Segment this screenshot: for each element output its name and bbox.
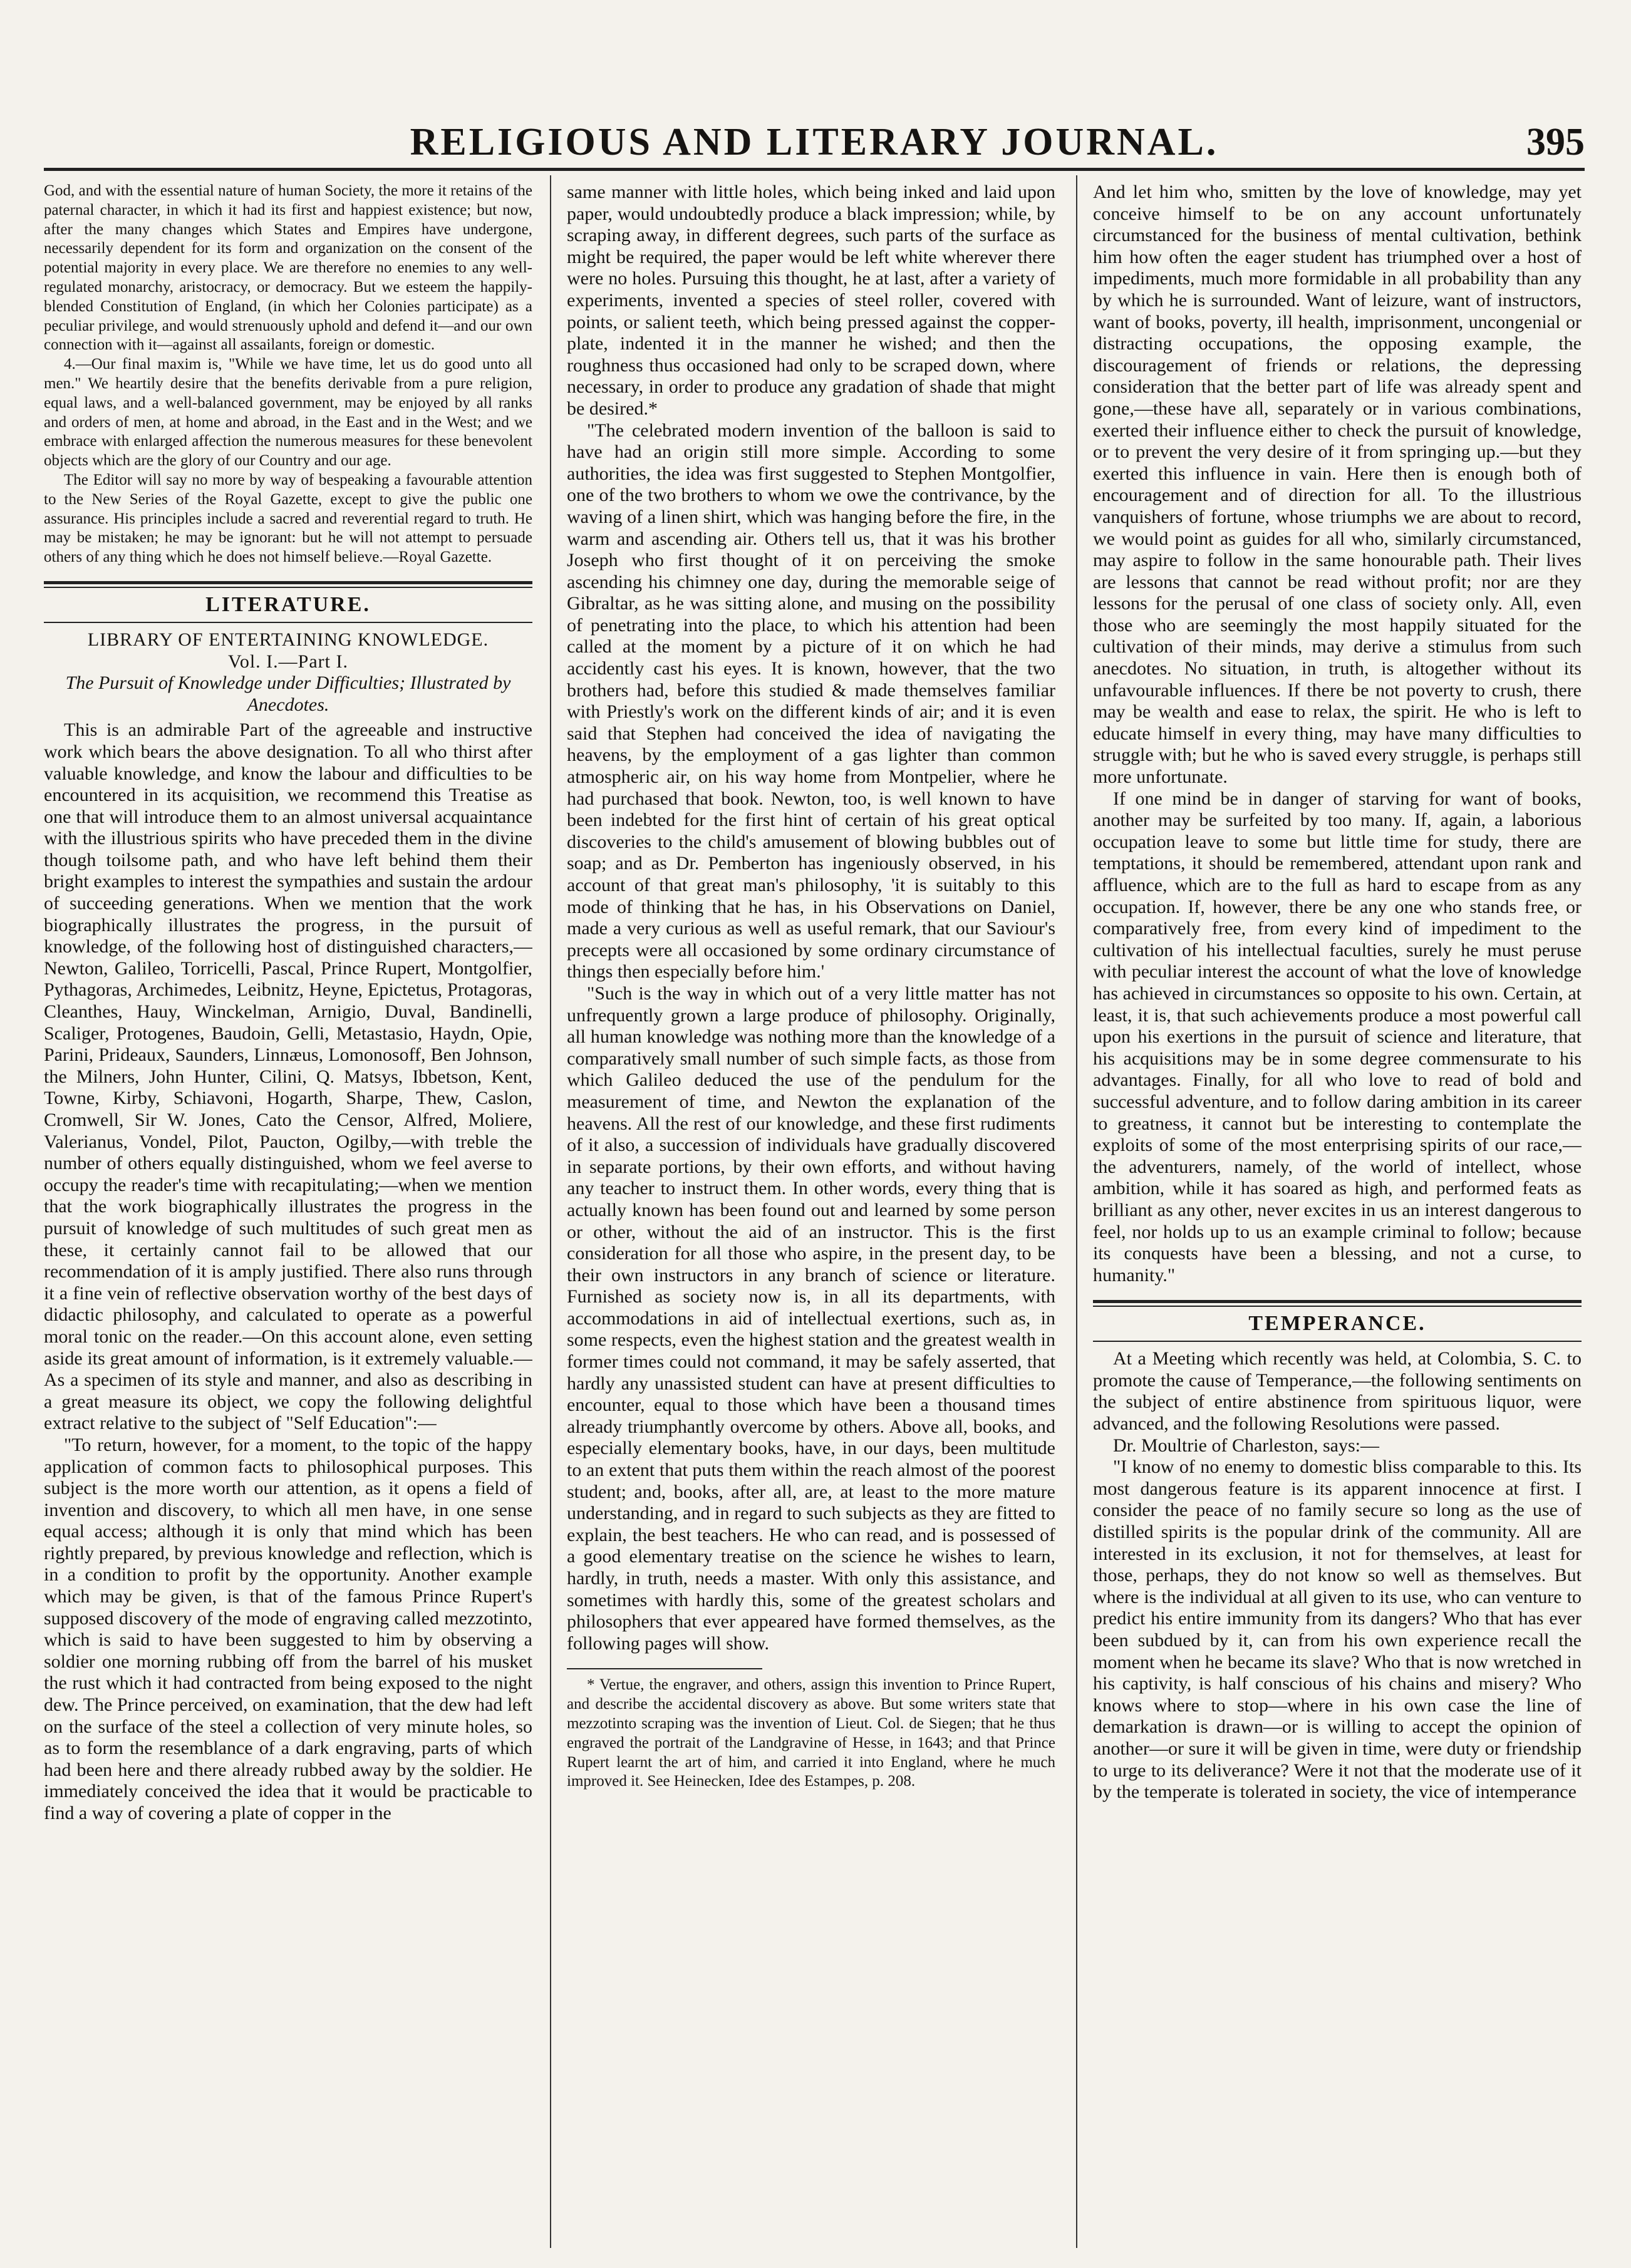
section-rule	[1093, 1341, 1582, 1342]
article-paragraph: And let him who, smitten by the love of knowledge, may yet conceive himself to be on any account unfortunately circumstanced for the business of mental cultivation, bethink him how often the eager student has triumphed over a host of impediments, much more formidable in all probability than any by which he is surrounded. Want of leizure, want of instructors, want of books, poverty, ill health, imprisonment, uncongenial or distracting occupations, the opposing example, the discouragement of friends or relations, the depressing consideration that the better part of life was already spent and gone,—these have all, separately or in various combinations, exerted their influence either to check the pursuit of knowledge, or to prevent the very desire of it from springing up.—but they exerted this influence in vain. Here then is enough both of encouragement and of direction for all. To the illustrious vanquishers of fortune, whose triumphs we are about to record, we would point as guides for all who, similarly circumstanced, may aspire to follow in the same honourable path. Their lives are lessons that cannot be read without profit; nor are they lessons for the perusal of one class of society only. All, even those who are seemingly the most happily situated for the cultivation of their minds, may derive a stimulus from such anecdotes. No situation, in truth, is altogether without its unfavourable influences. If there be not poverty to crush, there may be wealth and ease to relax, the spirit. He who is left to educate himself in every thing, may have many difficulties to struggle with; but he who is saved every struggle, is perhaps still more unfortunate.	[1093, 182, 1582, 788]
section-rule	[1093, 1300, 1582, 1307]
article-paragraph: same manner with little holes, which being inked and laid upon paper, would undoubtedly produce a black impression; while, by scraping away, in different degrees, such parts of the surface as might be required, the paper would be left white wherever there were no holes. Pursuing this thought, he at last, after a variety of experiments, invented a species of steel roller, covered with points, or salient teeth, which being pressed against the copper-plate, indented it in the manner he wished; and then the roughness thus occasioned had only to be scraped down, where necessary, in order to produce any gradation of shade that might be desired.*	[567, 182, 1055, 419]
gazette-paragraph: God, and with the essential nature of human Society, the more it retains of the paternal character, in which it had its first and happiest existence; but now, after the many changes which States and Empires have undergone, necessarily dependent for its form and organization on the consent of the potential majority in every place. We are therefore no enemies to any well-regulated monarchy, aristocracy, or democracy. But we esteem the happily-blended Constitution of England, (in which her Colonies participate) as a peculiar privilege, and would strenuously uphold and defend it—and our own connection with it—against all assailants, foreign or domestic.	[44, 182, 532, 354]
column-divider	[550, 175, 551, 2248]
column-middle	[567, 182, 1055, 2248]
article-paragraph: At a Meeting which recently was held, at Colombia, S. C. to promote the cause of Temperance,—the following sentiments on the subject of entire abstinence from spirituous liquor, were advanced, and the following Resolutions were passed.	[1093, 1348, 1582, 1435]
section-title: LITERATURE.	[205, 592, 371, 616]
gazette-paragraph: The Editor will say no more by way of bespeaking a favourable attention to the New Series of the Royal Gazette, except to give the public one assurance. His principles include a sacred and reverential regard to truth. He may be mistaken; he may be ignorant: but he will not attempt to persuade others of any thing which he does not himself believe.—Royal Gazette.	[44, 471, 532, 566]
section-title: TEMPERANCE.	[1248, 1312, 1426, 1336]
library-heading: LIBRARY OF ENTERTAINING KNOWLEDGE.	[87, 629, 489, 650]
page-number: 395	[1526, 121, 1585, 163]
header-rule	[44, 168, 1585, 171]
footnote-rule	[567, 1668, 762, 1669]
article-paragraph: Dr. Moultrie of Charleston, says:—	[1113, 1435, 1379, 1456]
footnote: * Vertue, the engraver, and others, assign this invention to Prince Rupert, and describe the accidental discovery as above. But some writers state that mezzotinto scraping was the invention of Lieut. Col. de Siegen; that he thus engraved the portrait of the Landgravine of Hesse, in 1643; and that Prince Rupert learnt the art of him, and carried it into England, where he much improved it. See Heinecken, Idee des Estampes, p. 208.	[567, 1676, 1055, 1790]
section-heading-literature	[44, 581, 532, 623]
gazette-paragraph: 4.—Our final maxim is, "While we have time, let us do good unto all men." We heartily desire that the benefits derivable from a pure religion, equal laws, and a well-balanced government, may be enjoyed by all ranks and orders of men, at home and abroad, in the East and in the West; and we embrace with enlarged affection the numerous measures for these benevolent objects which are the glory of our Country and our age.	[44, 356, 532, 470]
article-paragraph: "To return, however, for a moment, to the topic of the happy application of common facts to philosophical purposes. This subject is the more worth our attention, as it opens a field of invention and discovery, to which all men have, in one sense equal access; although it is only that mind which has been rightly prepared, by previous knowledge and reflection, which is in a condition to profit by the opportunity. Another example which may be given, is that of the famous Prince Rupert's supposed discovery of the mode of engraving called mezzotinto, which is said to have been suggested to him by observing a soldier one morning rubbing off from the barrel of his musket the rust which it had contracted from being exposed to the night dew. The Prince perceived, on examination, that the dew had left on the surface of the steel a collection of very minute holes, so as to form the resemblance of a dark engraving, parts of which had been here and there already rubbed away by the soldier. He immediately conceived the idea that it would be practicable to find a way of covering a plate of copper in the	[44, 1434, 532, 1823]
article-paragraph: "The celebrated modern invention of the balloon is said to have had an origin still more simple. According to some authorities, the idea was first suggested to Stephen Montgolfier, one of the two brothers to whom we owe the contrivance, by the waving of a linen shirt, which was hanging before the fire, in the warm and ascending air. Others tell us, that it was his brother Joseph who first thought of it on perceiving the smoke ascending his chimney one day, during the memorable seige of Gibraltar, as he was sitting alone, and musing on the possibility of penetrating into the place, to which his attention had been called at the moment by a picture of it on which he had accidently cast his eyes. It is known, however, that the two brothers had, before this studied & made themselves familiar with Priestly's work on the different kinds of air; and it is even said that Stephen had conceived the idea of navigating the heavens, by the employment of a gas lighter than common atmospheric air, on his way home from Montpelier, where he had purchased that book. Newton, too, is well known to have been indebted for the first hint of certain of his great optical discoveries to the child's amusement of blowing bubbles out of soap; and as Dr. Pemberton has ingeniously observed, in his account of that great man's philosophy, 'it is suitably to this mode of thinking that he has, in his Observations on Daniel, made a very curious as well as useful remark, that our Saviour's precepts were all occasioned by some ordinary circumstance of things then especially before him.'	[567, 420, 1055, 982]
section-heading-temperance	[1093, 1300, 1582, 1342]
article-paragraph: "Such is the way in which out of a very little matter has not unfrequently grown a large produce of philosophy. Originally, all human knowledge was nothing more than the knowledge of a comparatively small number of such simple facts, as those from which Galileo deduced the use of the pendulum for the measurement of time, and Newton the explanation of the heavens. All the rest of our knowledge, and these first rudiments of it also, a succession of individuals have gradually discovered in separate portions, by their own efforts, and without having any teacher to instruct them. In other words, every thing that is actually known has been found out and learned by some person or other, without the aid of an instructor. This is the first consideration for all those who aspire, in the present day, to be their own instructors in any branch of science or literature. Furnished as society now is, in all its departments, with accommodations in aid of intellectual exertions, such as, in some respects, even the highest station and the greatest wealth in former times could not command, it may be safely asserted, that hardly any unassisted student can have at present difficulties to encounter, equal to those which have been a thousand times already triumphantly overcome by others. Above all, books, and especially elementary books, have, in our days, been multitude to an extent that puts them within the reach almost of the poorest student; and, books, after all, are, at least to the more mature understanding, and in regard to such subjects as they are fitted to explain, the best teachers. He who can read, and is possessed of a good elementary treatise on the science he wishes to learn, hardly, in truth, needs a master. With only this assistance, and sometimes with hardly this, some of the greatest scholars and philosophers that ever appeared have formed themselves, as the following pages will show.	[567, 982, 1055, 1654]
article-paragraph: "I know of no enemy to domestic bliss comparable to this. Its most dangerous feature is its apparent innocence at first. I consider the peace of no family secure so long as the use of distilled spirits is the popular drink of the community. All are interested in its exclusion, it not for themselves, at least for those, perhaps, they do not know so well as themselves. But where is the individual at all given to its use, who can venture to predict his entire immunity from its dangers? Who that has ever been subdued by it, can from his own experience recall the moment when he became its slave? Who that is now wretched in his captivity, is half conscious of his chains and misery? Who knows where to stop—where in his own case the line of demarkation is drawn—or is willing to accept the opinion of another—or sure it will be given in time, were duty or friendship to urge to its deliverance? Were it not that the moderate use of it by the temperate is tolerated in society, the vice of intemperance	[1093, 1456, 1582, 1803]
column-left	[44, 182, 532, 2248]
section-rule	[44, 622, 532, 623]
page-header	[44, 120, 1585, 164]
column-divider	[1076, 175, 1077, 2248]
running-title: RELIGIOUS AND LITERARY JOURNAL.	[410, 121, 1219, 163]
article-paragraph: This is an admirable Part of the agreeable and instructive work which bears the above designation. To all who thirst after valuable knowledge, and know the labour and difficulties to be encountered in its acquisition, we recommend this Treatise as one that will introduce them to an almost universal acquaintance with the illustrious spirits who have preceded them in the divine though toilsome path, and who have left behind them their bright examples to interest the sympathies and sustain the ardour of succeeding generations. When we mention that the work biographically illustrates the progress, in the pursuit of knowledge, of the following host of distinguished characters,—Newton, Galileo, Torricelli, Pascal, Prince Rupert, Montgolfier, Pythagoras, Archimedes, Leibnitz, Heyne, Epictetus, Protagoras, Cleanthes, Hauy, Winckelman, Arnigio, Duval, Bandinelli, Scaliger, Protogenes, Baudoin, Gelli, Metastasio, Haydn, Opie, Parini, Prideaux, Saunders, Linnæus, Lomonosoff, Ben Johnson, the Milners, John Hunter, Cilini, Q. Matsys, Ibbetson, Kent, Towne, Kirby, Schiavoni, Hogarth, Sharpe, Thew, Caslon, Cromwell, Sir W. Jones, Cato the Censor, Alfred, Moliere, Valerianus, Vondel, Pilot, Paucton, Ogilby,—with treble the number of others equally distinguished, whom we feel averse to occupy the reader's time with recapitulating;—when we mention that the work biographically illustrates the progress in the pursuit of knowledge of such multitudes of such great men as these, it certainly cannot fail to be allowed that our recommendation of it is amply justified. There also runs through it a fine vein of reflective observation worthy of the best days of didactic philosophy, and calculated to operate as a powerful moral tonic on the reader.—On this account alone, even setting aside its great amount of information, is it extremely valuable.—As a specimen of its style and manner, and also as describing in a great measure its object, we copy the following delightful extract relative to the subject of "Self Education":—	[44, 719, 532, 1434]
article-subtitle: The Pursuit of Knowledge under Difficulties; Illustrated by Anecdotes.	[65, 673, 511, 715]
column-right	[1093, 182, 1582, 2248]
article-paragraph: If one mind be in danger of starving for want of books, another may be surfeited by too many. If, again, a laborious occupation leave to some but little time for study, there are temptations, it should be remembered, attendant upon rank and affluence, which are to the full as hard to escape from as any occupation. If, however, there be any one who stands free, or comparatively free, from every kind of impediment to the cultivation of his intellectual faculties, surely he must peruse with peculiar interest the account of what the love of knowledge has achieved in circumstances so opposite to his own. Certain, at least, it is, that such achievements produce a most powerful call upon his exertions in the pursuit of science and literature, that his acquisitions may be in some degree commensurate to his advantages. Finally, for all who love to read of bold and successful adventure, and to follow daring ambition in its career to greatness, it cannot but be interesting to contemplate the exploits of some of the most enterprising spirits of our race,—the adventurers, namely, of the world of intellect, whose ambition, while it has soared as high, and performed feats as brilliant as any other, never excites in us an interest dangerous to feel, nor holds up to us an example criminal to follow; because its conquests have been a blessing, and not a curse, to humanity."	[1093, 788, 1582, 1286]
section-rule	[44, 581, 532, 588]
volume-heading: Vol. I.—Part I.	[228, 651, 348, 672]
